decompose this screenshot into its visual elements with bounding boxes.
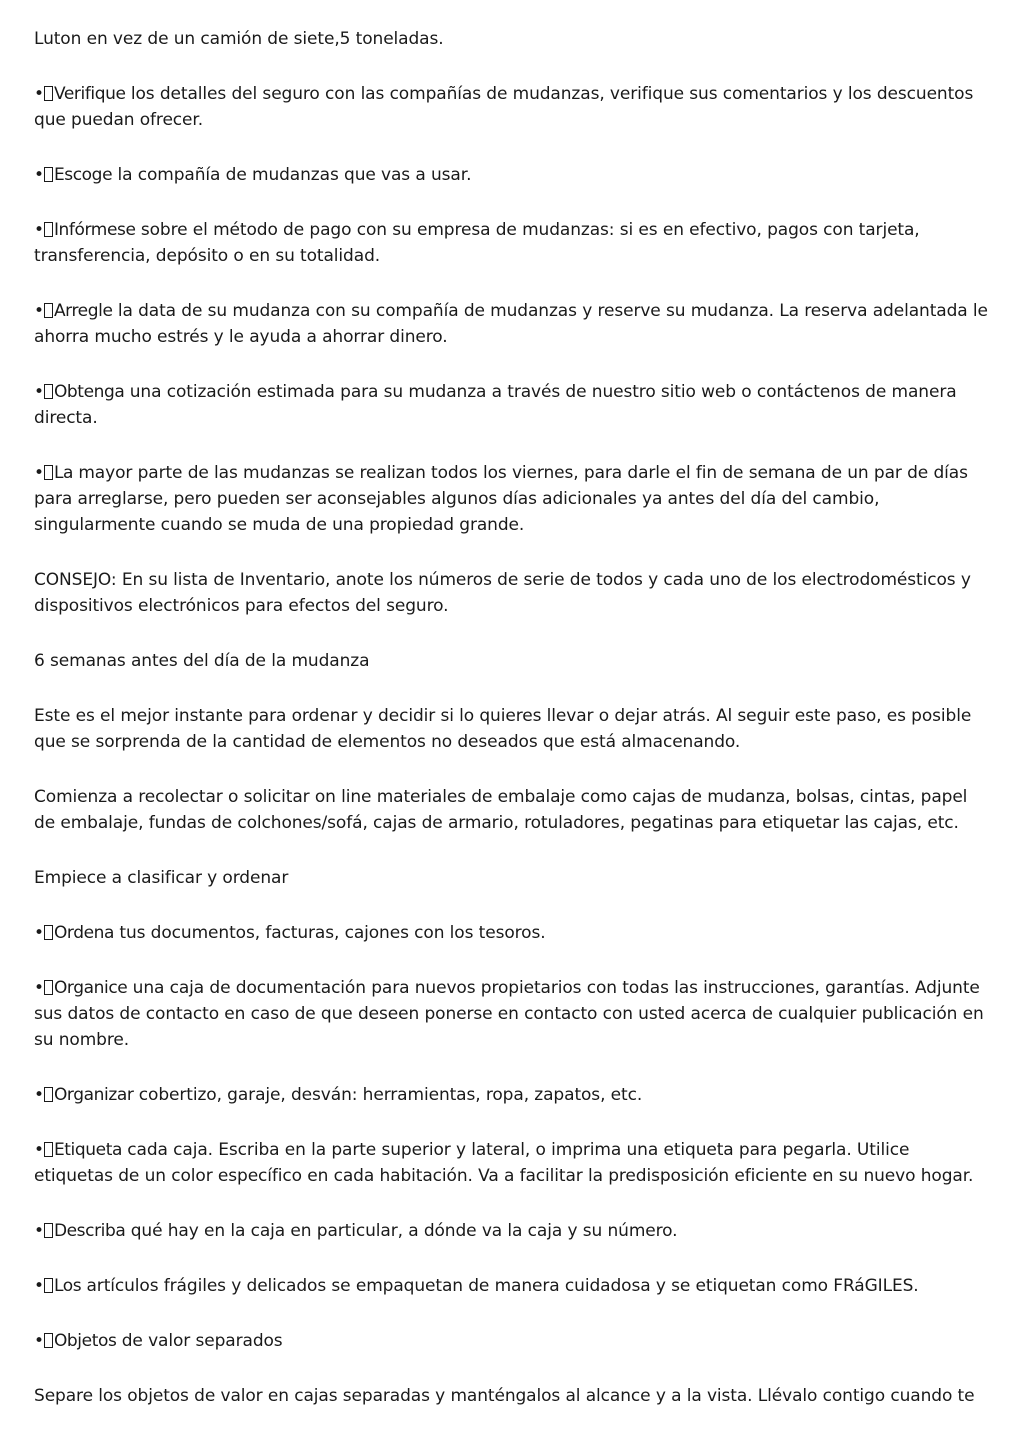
bullet-icon: •	[34, 220, 44, 240]
bullet-text: los detalles del seguro con las compañías de mudanzas, verifique sus comentarios y los descuentos que puedan ofrecer.	[34, 84, 974, 130]
bullet-lead-word: Describa	[53, 1221, 126, 1241]
bullet-item-describa	[34, 1218, 990, 1244]
bullet-text: mayor parte de las mudanzas se realizan todos los viernes, para darle el fin de semana de un par de días para arreglarse, pero pueden ser aconsejables algunos días adicionales ya antes del día del cambio, singularmente cuando se muda de una propiedad grande.	[34, 463, 968, 535]
bullet-icon: •	[34, 165, 44, 185]
bullet-item-informese	[34, 217, 990, 269]
bullet-text: cobertizo, garaje, desván: herramientas, ropa, zapatos, etc.	[138, 1085, 643, 1105]
paragraph-mejor-instante: Este es el mejor instante para ordenar y decidir si lo quieres llevar o dejar atrás. Al seguir este paso, es posible que se sorprenda de la cantidad de elementos no deseados que está almacenando.	[34, 706, 972, 752]
missing-glyph-icon	[44, 303, 53, 318]
bullet-text: sobre el método de pago con su empresa de mudanzas: si es en efectivo, pagos con tarjeta, transferencia, depósito o en su totalidad.	[34, 220, 920, 266]
bullet-item-organice	[34, 975, 990, 1053]
paragraph-separe-objetos: Separe los objetos de valor en cajas separadas y manténgalos al alcance y a la vista. Llévalo contigo cuando te	[34, 1386, 975, 1406]
bullet-icon: •	[34, 382, 44, 402]
bullet-lead-word: Organice	[53, 978, 128, 998]
bullet-text: artículos frágiles y delicados se empaquetan de manera cuidadosa y se etiquetan como FRáGILES.	[86, 1276, 919, 1296]
bullet-icon: •	[34, 1331, 44, 1351]
bullet-lead-word: Infórmese	[53, 220, 136, 240]
bullet-item-ordena	[34, 920, 990, 946]
missing-glyph-icon	[44, 222, 53, 237]
bullet-icon: •	[34, 978, 44, 998]
bullet-icon: •	[34, 1276, 44, 1296]
bullet-lead-word: Los	[53, 1276, 82, 1296]
bullet-lead-word: Ordena	[53, 923, 115, 943]
missing-glyph-icon	[44, 1333, 53, 1348]
bullet-item-verifique	[34, 81, 990, 133]
missing-glyph-icon	[44, 384, 53, 399]
bullet-item-arregle	[34, 298, 990, 350]
consejo-paragraph: CONSEJO: En su lista de Inventario, anote los números de serie de todos y cada uno de los electrodomésticos y dispositivos electrónicos para efectos del seguro.	[34, 570, 971, 616]
bullet-icon: •	[34, 301, 44, 321]
bullet-item-obtenga	[34, 379, 990, 431]
bullet-text: cada caja. Escriba en la parte superior y lateral, o imprima una etiqueta para pegarla. Utilice etiquetas de un color específico en cada habitación. Va a facilitar la predisposición eficiente en su nuevo hogar.	[34, 1140, 974, 1186]
bullet-text: la data de su mudanza con su compañía de mudanzas y reserve su mudanza. La reserva adelantada le ahorra mucho estrés y le ayuda a ahorrar dinero.	[34, 301, 988, 347]
missing-glyph-icon	[44, 1087, 53, 1102]
bullet-text: tus documentos, facturas, cajones con los tesoros.	[119, 923, 546, 943]
bullet-item-etiqueta	[34, 1137, 990, 1189]
paragraph-1: Luton en vez de un camión de siete,5 toneladas.	[34, 29, 444, 49]
section-heading-6-semanas: 6 semanas antes del día de la mudanza	[34, 651, 370, 671]
bullet-lead-word: Etiqueta	[53, 1140, 122, 1160]
bullet-text: una cotización estimada para su mudanza a través de nuestro sitio web o contáctenos de manera directa.	[34, 382, 957, 428]
bullet-lead-word: La	[53, 463, 74, 483]
missing-glyph-icon	[44, 1223, 53, 1238]
bullet-item-los-articulos	[34, 1273, 990, 1299]
missing-glyph-icon	[44, 167, 53, 182]
bullet-icon: •	[34, 84, 44, 104]
bullet-icon: •	[34, 463, 44, 483]
paragraph-materiales-embalaje: Comienza a recolectar o solicitar on line materiales de embalaje como cajas de mudanza, bolsas, cintas, papel de embalaje, fundas de colchones/sofá, cajas de armario, rotuladores, pegatinas para etiquetar las cajas, etc.	[34, 787, 968, 833]
bullet-lead-word: Objetos	[53, 1331, 117, 1351]
bullet-lead-word: Verifique	[53, 84, 126, 104]
bullet-lead-word: Arregle	[53, 301, 113, 321]
section-heading-clasificar: Empiece a clasificar y ordenar	[34, 868, 289, 888]
bullet-icon: •	[34, 1085, 44, 1105]
bullet-lead-word: Escoge	[53, 165, 113, 185]
bullet-item-objetos	[34, 1328, 990, 1354]
bullet-text: una caja de documentación para nuevos propietarios con todas las instrucciones, garantías. Adjunte sus datos de contacto en caso de que deseen ponerse en contacto con usted acerca de cualquier publicación en su nombre.	[34, 978, 984, 1050]
bullet-lead-word: Obtenga	[53, 382, 125, 402]
missing-glyph-icon	[44, 465, 53, 480]
bullet-item-organizar	[34, 1082, 990, 1108]
bullet-item-escoge	[34, 162, 990, 188]
bullet-icon: •	[34, 923, 44, 943]
missing-glyph-icon	[44, 1142, 53, 1157]
missing-glyph-icon	[44, 980, 53, 995]
bullet-text: la compañía de mudanzas que vas a usar.	[117, 165, 472, 185]
bullet-item-la-mayor-parte	[34, 460, 990, 538]
bullet-text: qué hay en la caja en particular, a dónde va la caja y su número.	[130, 1221, 678, 1241]
bullet-icon: •	[34, 1140, 44, 1160]
bullet-icon: •	[34, 1221, 44, 1241]
bullet-lead-word: Organizar	[53, 1085, 134, 1105]
missing-glyph-icon	[44, 1278, 53, 1293]
missing-glyph-icon	[44, 925, 53, 940]
bullet-text: de valor separados	[121, 1331, 283, 1351]
missing-glyph-icon	[44, 86, 53, 101]
